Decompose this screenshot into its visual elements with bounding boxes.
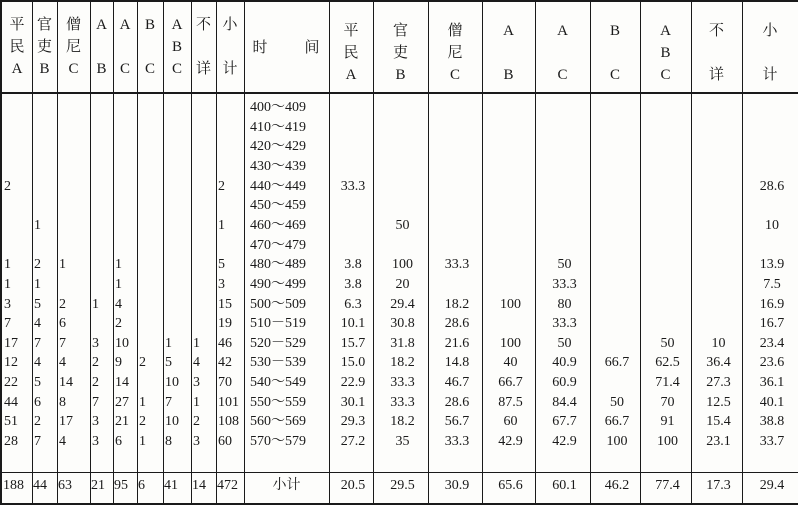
total-percent-cell: 17.3	[706, 478, 731, 493]
total-count-cell: 14	[192, 478, 206, 493]
right-header-col-8-line: 小	[762, 23, 778, 39]
left-header-col-8	[216, 14, 244, 80]
percent-cell: 70	[660, 394, 675, 410]
percent-cell: 67.7	[552, 414, 577, 430]
percent-cell: 29.3	[340, 414, 366, 430]
right-header-col-2-line: 僧	[447, 23, 463, 39]
percent-cell: 38.8	[759, 414, 785, 430]
percent-cell: 66.7	[604, 355, 630, 371]
time-cell: 530－539	[250, 355, 306, 371]
count-cell: 27	[115, 394, 129, 410]
percent-cell: 33.3	[340, 178, 366, 194]
count-cell: 46	[218, 335, 232, 351]
count-cell: 5	[34, 296, 41, 312]
time-cell: 550～559	[250, 394, 306, 410]
percent-cell: 42.9	[552, 434, 577, 450]
count-cell: 14	[115, 375, 129, 391]
percent-cell: 13.9	[759, 257, 785, 273]
right-header-col-6-line: C	[660, 67, 671, 83]
time-cell: 410～419	[250, 119, 306, 135]
right-header-col-3-line	[482, 42, 535, 64]
count-cell: 2	[193, 414, 200, 430]
left-header-col-6	[163, 14, 191, 80]
percent-cell: 16.9	[759, 296, 785, 312]
count-cell: 7	[165, 394, 172, 410]
count-cell: 7	[34, 335, 41, 351]
count-cell: 3	[193, 375, 200, 391]
percent-cell: 46.7	[444, 375, 470, 391]
percent-cell: 66.7	[604, 414, 630, 430]
left-header-col-3-line: A	[96, 17, 107, 33]
count-cell: 19	[218, 316, 232, 332]
percent-cell: 50	[610, 394, 624, 410]
right-header-col-3-line: A	[503, 23, 514, 39]
total-percent-cell: 29.4	[759, 478, 785, 493]
right-header-col-0-line: 民	[343, 45, 359, 61]
left-header-col-4	[113, 14, 137, 80]
count-cell: 3	[92, 434, 99, 450]
count-cell: 6	[34, 394, 41, 410]
count-cell: 4	[34, 316, 41, 332]
percent-cell: 50	[660, 335, 675, 351]
percent-cell: 40	[503, 355, 518, 371]
count-cell: 108	[218, 414, 239, 430]
count-cell: 3	[92, 414, 99, 430]
total-percent-cell: 65.6	[498, 478, 523, 493]
right-header-col-4	[535, 20, 590, 86]
time-header-char: 时	[252, 40, 268, 56]
right-header-col-1-line: 吏	[392, 45, 408, 61]
percent-cell: 28.6	[444, 316, 470, 332]
count-cell: 42	[218, 355, 232, 371]
percent-cell: 100	[500, 335, 521, 351]
right-header-col-8-line: 计	[762, 67, 778, 83]
left-header-col-5-line: C	[144, 61, 155, 77]
left-header-col-6-line: A	[171, 17, 183, 33]
time-cell: 500～509	[250, 296, 306, 312]
right-header-col-1-line: 官	[392, 23, 408, 39]
time-cell: 420～429	[250, 139, 306, 155]
percent-cell: 3.8	[344, 257, 362, 273]
count-cell: 2	[34, 257, 41, 273]
time-cell: 440～449	[250, 178, 306, 194]
left-header-col-5	[137, 14, 163, 80]
left-header-col-2-line: C	[68, 61, 79, 77]
percent-cell: 33.3	[390, 394, 415, 410]
count-cell: 1	[34, 276, 41, 292]
percent-cell: 62.5	[655, 355, 680, 371]
count-cell: 10	[165, 375, 179, 391]
count-cell: 1	[139, 434, 146, 450]
left-header-col-0-line: 平	[9, 17, 25, 33]
count-cell: 14	[59, 375, 73, 391]
percent-cell: 6.3	[344, 296, 362, 312]
count-cell: 9	[115, 355, 122, 371]
percent-cell: 33.3	[552, 276, 577, 292]
count-cell: 2	[59, 296, 66, 312]
count-cell: 44	[4, 394, 18, 410]
percent-cell: 100	[657, 434, 678, 450]
time-cell: 400～409	[250, 100, 306, 115]
percent-cell: 33.3	[444, 434, 470, 450]
left-header-col-7-line: 不	[195, 17, 211, 33]
count-cell: 4	[59, 434, 66, 450]
left-header-col-7-line	[191, 36, 216, 58]
percent-cell: 100	[392, 257, 413, 273]
time-cell: 540～549	[250, 375, 306, 391]
count-cell: 3	[92, 335, 99, 351]
right-header-col-6	[640, 20, 691, 86]
left-header-col-5-line	[137, 36, 163, 58]
percent-cell: 50	[395, 217, 410, 233]
right-header-col-7-line	[691, 42, 742, 64]
right-header-col-8-line	[742, 42, 798, 64]
count-cell: 7	[59, 335, 66, 351]
count-cell: 10	[115, 335, 129, 351]
percent-cell: 40.9	[552, 355, 577, 371]
count-cell: 6	[59, 316, 66, 332]
percent-cell: 12.5	[706, 394, 731, 410]
percent-cell: 16.7	[759, 316, 785, 332]
count-cell: 3	[193, 434, 200, 450]
count-cell: 15	[218, 296, 232, 312]
percent-cell: 100	[606, 434, 628, 450]
count-cell: 5	[34, 375, 41, 391]
right-header-col-6-line: B	[660, 45, 671, 61]
percent-cell: 23.4	[759, 335, 785, 351]
count-cell: 1	[34, 217, 41, 233]
count-cell: 2	[115, 316, 122, 332]
count-cell: 8	[59, 394, 66, 410]
right-header-col-5-line	[590, 42, 640, 64]
percent-cell: 10.1	[340, 316, 366, 332]
percent-cell: 14.8	[444, 355, 470, 371]
percent-cell: 28.6	[759, 178, 785, 194]
right-header-col-4-line: C	[557, 67, 568, 83]
count-cell: 60	[218, 434, 232, 450]
count-cell: 5	[165, 355, 172, 371]
count-cell: 1	[4, 257, 11, 273]
percent-cell: 84.4	[552, 394, 577, 410]
percent-cell: 15.4	[706, 414, 731, 430]
count-cell: 4	[115, 296, 122, 312]
total-percent-cell: 60.1	[552, 478, 577, 493]
time-cell: 480～489	[250, 257, 306, 273]
left-header-col-7-line: 详	[195, 61, 211, 77]
left-header-col-2	[57, 14, 90, 80]
percent-cell: 40.1	[759, 394, 785, 410]
count-cell: 2	[218, 178, 225, 194]
right-header-col-0	[329, 20, 373, 86]
percent-cell: 30.8	[390, 316, 415, 332]
percent-cell: 56.7	[444, 414, 470, 430]
percent-cell: 23.1	[706, 434, 731, 450]
count-cell: 51	[4, 414, 18, 430]
percent-cell: 66.7	[498, 375, 523, 391]
time-cell: 560～569	[250, 414, 306, 430]
left-header-col-1-line: 官	[36, 17, 52, 33]
percent-cell: 28.6	[444, 394, 470, 410]
total-count-cell: 44	[33, 478, 47, 493]
count-cell: 1	[92, 296, 99, 312]
total-percent-cell: 20.5	[340, 478, 366, 493]
left-header-col-0-line: A	[11, 61, 23, 77]
percent-cell: 21.6	[444, 335, 470, 351]
percent-cell: 33.3	[444, 257, 470, 273]
total-label: 小计	[272, 478, 301, 493]
right-header-col-4-line	[535, 42, 590, 64]
percent-cell: 10	[765, 217, 779, 233]
percent-cell: 35	[395, 434, 410, 450]
left-header-col-3	[90, 14, 113, 80]
count-cell: 6	[115, 434, 122, 450]
total-percent-cell: 29.5	[390, 478, 415, 493]
total-count-cell: 95	[114, 478, 128, 493]
percent-cell: 100	[500, 296, 521, 312]
left-header-col-2-line: 僧	[65, 17, 81, 33]
total-percent-cell: 46.2	[604, 478, 630, 493]
time-cell: 470～479	[250, 237, 306, 253]
count-cell: 7	[92, 394, 99, 410]
right-header-col-2-line: C	[449, 67, 460, 83]
left-header-col-6-line: C	[171, 61, 182, 77]
right-header-col-6-line: A	[660, 23, 671, 39]
count-cell: 2	[139, 414, 146, 430]
count-cell: 7	[34, 434, 41, 450]
percent-cell: 36.1	[759, 375, 785, 391]
percent-cell: 15.0	[340, 355, 366, 371]
count-cell: 2	[92, 375, 99, 391]
count-cell: 28	[4, 434, 18, 450]
right-header-col-7	[691, 20, 742, 86]
percent-cell: 18.2	[390, 355, 415, 371]
count-cell: 1	[115, 257, 122, 273]
percent-cell: 3.8	[344, 276, 362, 292]
count-cell: 8	[165, 434, 172, 450]
percent-cell: 20	[395, 276, 410, 292]
left-header-col-4-line: A	[119, 17, 131, 33]
left-header-col-5-line: B	[144, 17, 155, 33]
time-header-char: 间	[304, 40, 320, 56]
percent-cell: 60	[503, 414, 518, 430]
right-header-col-7-line: 详	[708, 67, 724, 83]
left-header-col-3-line: B	[96, 61, 107, 77]
percent-cell: 50	[557, 257, 572, 273]
left-header-col-8-line: 计	[222, 61, 238, 77]
time-cell: 430～439	[250, 158, 306, 174]
count-cell: 70	[218, 375, 232, 391]
percent-cell: 22.9	[340, 375, 366, 391]
count-cell: 4	[193, 355, 200, 371]
time-cell: 490～499	[250, 276, 306, 292]
time-cell: 570～579	[250, 434, 306, 450]
percent-cell: 31.8	[390, 335, 415, 351]
total-count-cell: 472	[217, 478, 238, 493]
right-header-col-0-line: 平	[343, 23, 359, 39]
left-header-col-1	[32, 14, 57, 80]
count-cell: 1	[193, 335, 200, 351]
left-header-col-1-line: 吏	[36, 39, 52, 55]
count-cell: 12	[4, 355, 18, 371]
total-percent-cell: 30.9	[444, 478, 470, 493]
right-header-col-1-line: B	[395, 67, 406, 83]
percent-cell: 23.6	[759, 355, 785, 371]
count-cell: 21	[115, 414, 129, 430]
percent-cell: 80	[557, 296, 572, 312]
percent-cell: 30.1	[340, 394, 366, 410]
count-cell: 3	[4, 296, 11, 312]
right-header-col-5-line: C	[609, 67, 620, 83]
count-cell: 1	[139, 394, 146, 410]
right-header-col-2-line: 尼	[447, 45, 463, 61]
left-header-col-4-line: C	[119, 61, 130, 77]
right-header-col-4-line: A	[557, 23, 568, 39]
percent-cell: 42.9	[498, 434, 523, 450]
left-header-col-4-line	[113, 36, 137, 58]
percent-cell: 71.4	[655, 375, 680, 391]
left-header-col-0	[2, 14, 32, 80]
total-percent-cell: 77.4	[655, 478, 680, 493]
right-header-col-5-line: B	[609, 23, 620, 39]
percent-cell: 33.3	[390, 375, 415, 391]
count-cell: 1	[4, 276, 11, 292]
left-header-col-2-line: 尼	[65, 39, 81, 55]
left-header-col-0-line: 民	[9, 39, 25, 55]
percent-cell: 33.7	[759, 434, 785, 450]
count-cell: 1	[165, 335, 172, 351]
count-cell: 1	[59, 257, 66, 273]
percent-cell: 91	[660, 414, 675, 430]
total-count-cell: 21	[91, 478, 105, 493]
total-count-cell: 6	[138, 478, 145, 493]
percent-cell: 87.5	[498, 394, 523, 410]
total-count-cell: 188	[3, 478, 24, 493]
right-header-col-2	[428, 20, 482, 86]
count-cell: 1	[193, 394, 200, 410]
percent-cell: 27.3	[706, 375, 731, 391]
total-divider	[2, 472, 798, 473]
count-cell: 10	[165, 414, 179, 430]
count-cell: 4	[59, 355, 66, 371]
left-header-col-1-line: B	[39, 61, 50, 77]
percent-cell: 33.3	[552, 316, 577, 332]
count-cell: 2	[34, 414, 41, 430]
right-header-col-8	[742, 20, 798, 86]
count-cell: 2	[4, 178, 11, 194]
percent-cell: 50	[557, 335, 572, 351]
time-cell: 510－519	[250, 316, 306, 332]
percent-cell: 18.2	[444, 296, 470, 312]
percent-cell: 15.7	[340, 335, 366, 351]
percent-cell: 36.4	[706, 355, 731, 371]
right-header-col-3-line: B	[503, 67, 514, 83]
count-cell: 2	[92, 355, 99, 371]
count-cell: 1	[115, 276, 122, 292]
time-cell: 450～459	[250, 198, 306, 214]
percent-cell: 10	[711, 335, 726, 351]
total-count-cell: 41	[164, 478, 178, 493]
count-cell: 101	[218, 394, 239, 410]
count-cell: 2	[139, 355, 146, 371]
percent-cell: 18.2	[390, 414, 415, 430]
total-count-cell: 63	[58, 478, 72, 493]
count-cell: 4	[34, 355, 41, 371]
count-cell: 1	[218, 217, 225, 233]
column-divider	[244, 2, 245, 503]
left-header-col-6-line: B	[171, 39, 182, 55]
left-header-col-8-line: 小	[222, 17, 238, 33]
percent-cell: 60.9	[552, 375, 577, 391]
header-divider	[2, 92, 798, 94]
left-header-col-3-line	[90, 36, 113, 58]
percent-cell: 7.5	[763, 276, 781, 292]
percent-cell: 27.2	[340, 434, 366, 450]
right-header-col-7-line: 不	[708, 23, 724, 39]
count-cell: 17	[4, 335, 18, 351]
right-header-col-1	[373, 20, 428, 86]
count-cell: 5	[218, 257, 225, 273]
count-cell: 17	[59, 414, 73, 430]
right-header-col-3	[482, 20, 535, 86]
right-header-col-0-line: A	[345, 67, 357, 83]
left-header-col-7	[191, 14, 216, 80]
count-cell: 3	[218, 276, 225, 292]
time-cell: 520－529	[250, 335, 306, 351]
count-cell: 22	[4, 375, 18, 391]
left-header-col-8-line	[216, 36, 244, 58]
count-cell: 7	[4, 316, 11, 332]
right-header-col-5	[590, 20, 640, 86]
time-cell: 460～469	[250, 217, 306, 233]
percent-cell: 29.4	[390, 296, 415, 312]
